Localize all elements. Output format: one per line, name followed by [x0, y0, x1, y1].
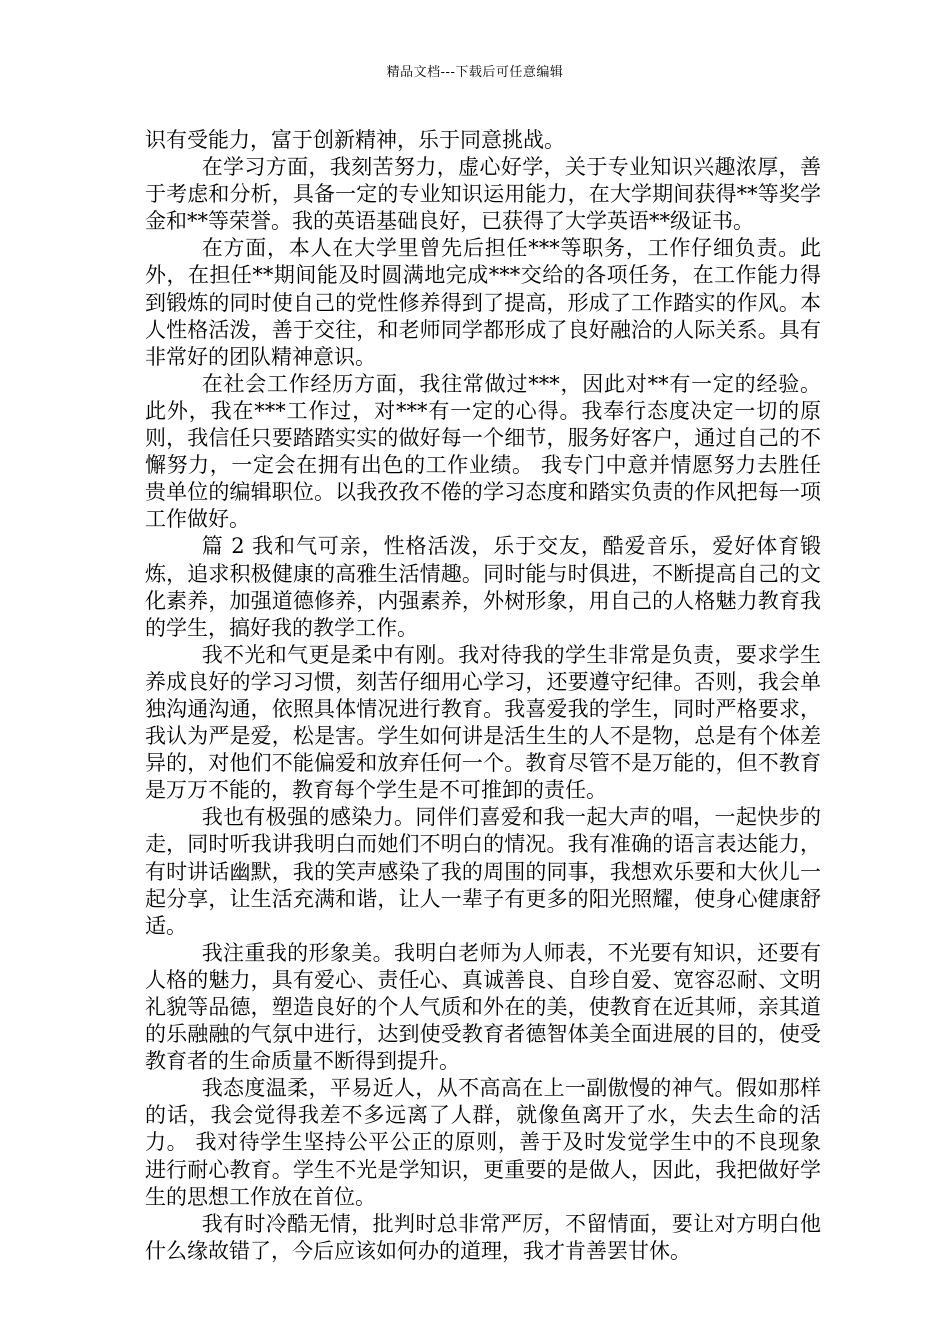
paragraph-image: 我注重我的形象美。我明白老师为人师表，不光要有知识，还要有人格的魅力，具有爱心、责任心、真诚善良、自珍自爱、宽容忍耐、文明礼貌等品德，塑造良好的个人气质和外在的美，使教育在近其师，亲其道的乐融融的气氛中进行，达到使受教育者德智体美全面进展的目的，使受教育者的生命质量不断得到提升。	[145, 940, 821, 1074]
paragraph-attitude: 我态度温柔，平易近人，从不高高在上一副傲慢的神气。假如那样的话，我会觉得我差不多远离了人群，就像鱼离开了水，失去生命的活力。 我对待学生坚持公平公正的原则，善于及时发觉学生中的不良现象进行耐心教育。学生不光是学知识，更重要的是做人，因此，我把做好学生的思想工作放在首位。	[145, 1076, 821, 1209]
document-body	[145, 127, 821, 1265]
paragraph-influence: 我也有极强的感染力。同伴们喜爱和我一起大声的唱，一起快步的走，同时听我讲我明白而她们不明白的情况。我有准确的语言表达能力，有时讲话幽默，我的笑声感染了我的周围的同事，我想欢乐要和大伙儿一起分享，让生活充满和谐，让人一辈子有更多的阳光照耀，使身心健康舒适。	[145, 805, 821, 938]
paragraph-continuation: 识有受能力，富于创新精神，乐于同意挑战。	[145, 128, 565, 152]
paragraph-study: 在学习方面，我刻苦努力，虚心好学，关于专业知识兴趣浓厚，善于考虑和分析，具备一定的专业知识运用能力，在大学期间获得**等奖学金和**等荣誉。我的英语基础良好，已获得了大学英语**级证书。	[145, 155, 821, 234]
paragraph-social-work: 在社会工作经历方面，我往常做过***，因此对**有一定的经验。此外，我在***工作过，对***有一定的心得。我奉行态度决定一切的原则，我信任只要踏踏实实的做好每一个细节，服务好客户，通过自己的不懈努力，一定会在拥有出色的工作业绩。 我专门中意并情愿努力去胜任贵单位的编辑职位。以我孜孜不倦的学习态度和踏实负责的作风把每一项工作做好。	[145, 371, 821, 532]
paragraph-criticism: 我有时冷酷无情，批判时总非常严厉，不留情面，要让对方明白他什么缘故错了，今后应该如何办的道理，我才肯善罢甘休。	[145, 1211, 821, 1263]
paragraph-positions: 在方面，本人在大学里曾先后担任***等职务，工作仔细负责。此外，在担任**期间能及时圆满地完成***交给的各项任务，在工作能力得到锻炼的同时使自己的党性修养得到了提高，形成了工作踏实的作风。本人性格活泼，善于交往，和老师同学都形成了良好融洽的人际关系。具有非常好的团队精神意识。	[145, 236, 821, 369]
page-header: 精品文档---下载后可任意编辑	[386, 65, 564, 80]
paragraph-article-2-intro: 篇 2 我和气可亲，性格活泼，乐于交友，酷爱音乐，爱好体育锻炼，追求积极健康的高雅生活情趣。同时能与时俱进，不断提高自己的文化素养，加强道德修养，内强素养，外树形象，用自己的人格魅力教育我的学生，搞好我的教学工作。	[145, 534, 821, 640]
paragraph-strict-care: 我不光和气更是柔中有刚。我对待我的学生非常是负责，要求学生养成良好的学习习惯，刻苦仔细用心学习，还要遵守纪律。否则，我会单独沟通沟通，依照具体情况进行教育。我喜爱我的学生，同时严格要求，我认为严是爱，松是害。学生如何讲是活生生的人不是物，总是有个体差异的，对他们不能偏爱和放弃任何一个。教育尽管不是万能的，但不教育是万万不能的，教育每个学生是不可推卸的责任。	[145, 642, 821, 803]
